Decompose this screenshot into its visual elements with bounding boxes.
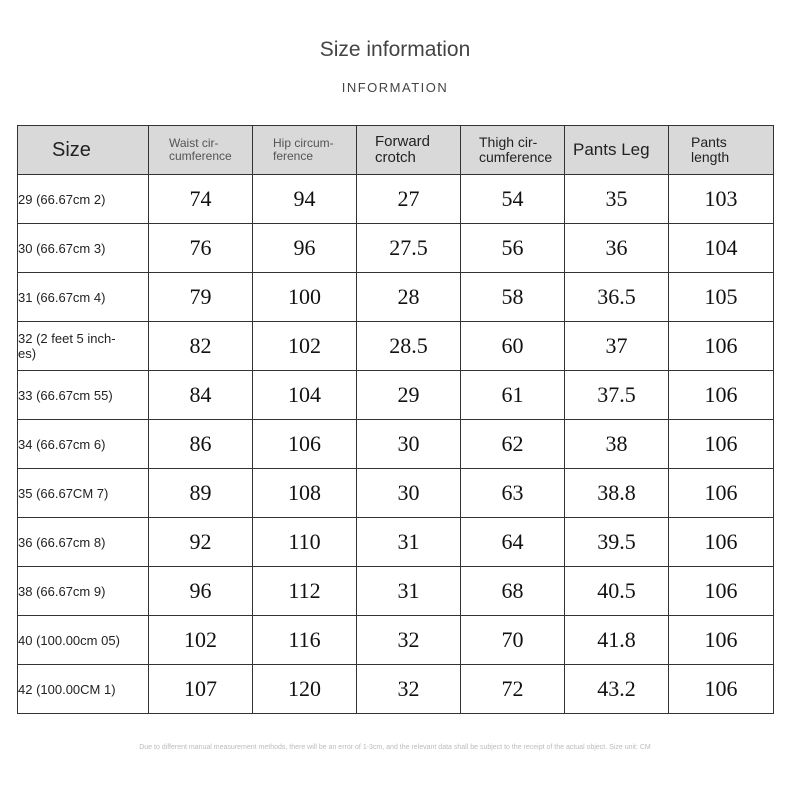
table-row [18, 224, 774, 273]
value-cell: 106 [669, 665, 774, 714]
table-row [18, 665, 774, 714]
value-cell: 96 [149, 567, 253, 616]
value-cell: 106 [669, 420, 774, 469]
value-cell: 41.8 [565, 616, 669, 665]
value-cell: 61 [461, 371, 565, 420]
size-cell: 42 (100.00CM 1) [18, 665, 149, 714]
value-cell: 106 [669, 518, 774, 567]
value-cell: 29 [357, 371, 461, 420]
value-cell: 27.5 [357, 224, 461, 273]
size-cell: 38 (66.67cm 9) [18, 567, 149, 616]
value-cell: 106 [253, 420, 357, 469]
value-cell: 30 [357, 469, 461, 518]
value-cell: 120 [253, 665, 357, 714]
value-cell: 60 [461, 322, 565, 371]
table-row [18, 518, 774, 567]
value-cell: 106 [669, 322, 774, 371]
table-row [18, 322, 774, 371]
table-row [18, 420, 774, 469]
table-body [18, 175, 774, 714]
value-cell: 79 [149, 273, 253, 322]
value-cell: 58 [461, 273, 565, 322]
value-cell: 96 [253, 224, 357, 273]
value-cell: 106 [669, 371, 774, 420]
table-row [18, 567, 774, 616]
value-cell: 106 [669, 616, 774, 665]
value-cell: 32 [357, 665, 461, 714]
value-cell: 56 [461, 224, 565, 273]
value-cell: 68 [461, 567, 565, 616]
size-cell: 29 (66.67cm 2) [18, 175, 149, 224]
value-cell: 39.5 [565, 518, 669, 567]
value-cell: 70 [461, 616, 565, 665]
table-row [18, 371, 774, 420]
value-cell: 37.5 [565, 371, 669, 420]
header-pants-length [669, 126, 774, 175]
value-cell: 63 [461, 469, 565, 518]
table-row [18, 616, 774, 665]
footnote: Due to different manual measurement methods, there will be an error of 1-3cm, and the relevant data shall be subject to the receipt of the actual object. Size unit: CM [139, 744, 651, 751]
table-row [18, 273, 774, 322]
header-label: Size [52, 139, 91, 161]
size-cell: 40 (100.00cm 05) [18, 616, 149, 665]
value-cell: 36.5 [565, 273, 669, 322]
page-title: Size information [319, 38, 471, 61]
value-cell: 30 [357, 420, 461, 469]
header-waist [149, 126, 253, 175]
value-cell: 112 [253, 567, 357, 616]
value-cell: 104 [253, 371, 357, 420]
value-cell: 28 [357, 273, 461, 322]
value-cell: 37 [565, 322, 669, 371]
value-cell: 72 [461, 665, 565, 714]
value-cell: 94 [253, 175, 357, 224]
value-cell: 110 [253, 518, 357, 567]
header-label: Waist cir- cumference [169, 135, 232, 163]
size-cell: 32 (2 feet 5 inch- es) [18, 322, 149, 371]
size-cell: 31 (66.67cm 4) [18, 273, 149, 322]
header-label: Pants length [691, 133, 730, 165]
size-cell: 36 (66.67cm 8) [18, 518, 149, 567]
size-table [17, 125, 774, 714]
header-label: Hip circum- ference [273, 135, 334, 163]
value-cell: 74 [149, 175, 253, 224]
size-cell: 34 (66.67cm 6) [18, 420, 149, 469]
value-cell: 76 [149, 224, 253, 273]
header-pants-leg [565, 126, 669, 175]
value-cell: 84 [149, 371, 253, 420]
value-cell: 31 [357, 567, 461, 616]
value-cell: 86 [149, 420, 253, 469]
value-cell: 105 [669, 273, 774, 322]
header-label: Thigh cir- cumference [479, 133, 553, 165]
header-thigh [461, 126, 565, 175]
value-cell: 54 [461, 175, 565, 224]
value-cell: 108 [253, 469, 357, 518]
table-row [18, 469, 774, 518]
header-size [18, 126, 149, 175]
value-cell: 107 [149, 665, 253, 714]
value-cell: 106 [669, 567, 774, 616]
value-cell: 27 [357, 175, 461, 224]
value-cell: 28.5 [357, 322, 461, 371]
value-cell: 38 [565, 420, 669, 469]
size-cell: 35 (66.67CM 7) [18, 469, 149, 518]
size-cell: 30 (66.67cm 3) [18, 224, 149, 273]
value-cell: 62 [461, 420, 565, 469]
value-cell: 32 [357, 616, 461, 665]
table-row [18, 175, 774, 224]
header-hip [253, 126, 357, 175]
header-forward-crotch [357, 126, 461, 175]
value-cell: 89 [149, 469, 253, 518]
table-header-row [18, 126, 774, 175]
value-cell: 116 [253, 616, 357, 665]
value-cell: 92 [149, 518, 253, 567]
value-cell: 106 [669, 469, 774, 518]
value-cell: 103 [669, 175, 774, 224]
size-cell: 33 (66.67cm 55) [18, 371, 149, 420]
value-cell: 82 [149, 322, 253, 371]
header-label: Forward crotch [375, 132, 431, 166]
value-cell: 31 [357, 518, 461, 567]
value-cell: 35 [565, 175, 669, 224]
value-cell: 43.2 [565, 665, 669, 714]
value-cell: 102 [149, 616, 253, 665]
value-cell: 100 [253, 273, 357, 322]
page-subtitle: INFORMATION [341, 80, 449, 95]
value-cell: 40.5 [565, 567, 669, 616]
header-label: Pants Leg [573, 139, 650, 159]
value-cell: 102 [253, 322, 357, 371]
value-cell: 36 [565, 224, 669, 273]
value-cell: 64 [461, 518, 565, 567]
value-cell: 104 [669, 224, 774, 273]
value-cell: 38.8 [565, 469, 669, 518]
